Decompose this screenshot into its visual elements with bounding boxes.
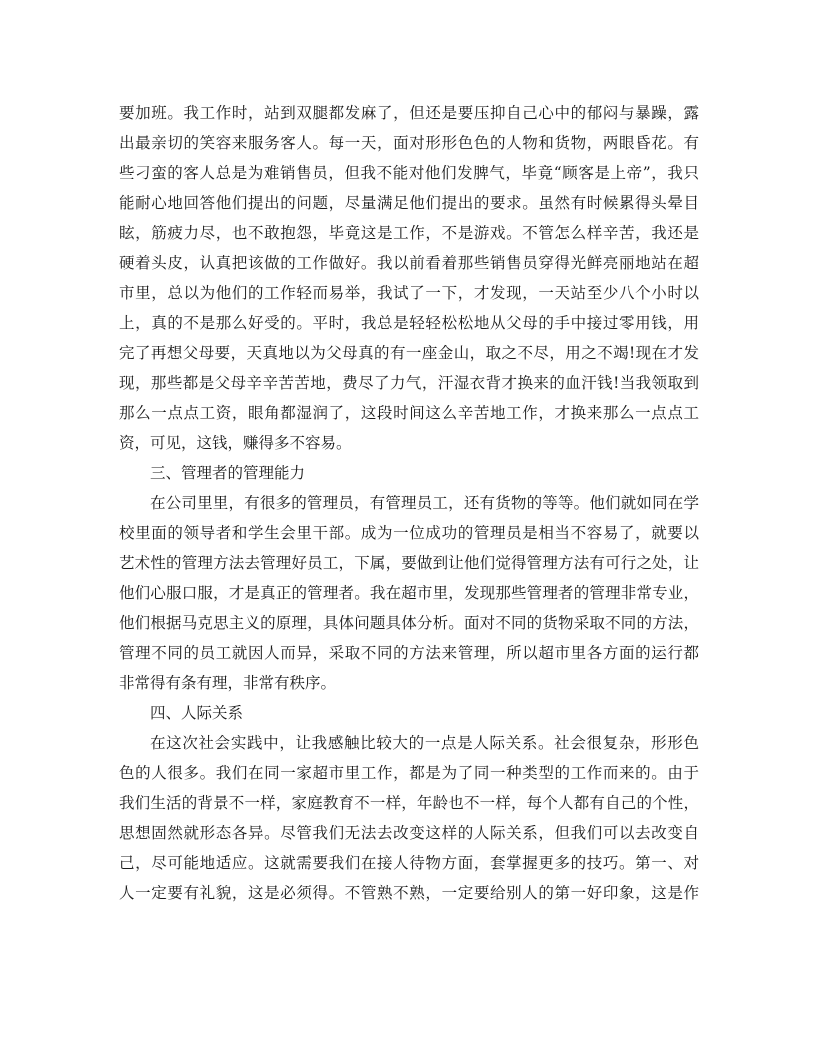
paragraph-management [119,488,699,698]
text-line: 色的人很多。我们在同一家超市里工作，都是为了同一种类型的工作而来的。由于 [119,764,699,782]
text-line: 出最亲切的笑容来服务客人。每一天，面对形形色色的人物和货物，两眼昏花。有 [119,134,699,152]
text-line: 思想固然就形态各异。尽管我们无法去改变这样的人际关系，但我们可以去改变自 [119,824,699,842]
text-line: 要加班。我工作时，站到双腿都发麻了，但还是要压抑自己心中的郁闷与暴躁，露 [119,104,699,122]
text-line: 完了再想父母要，天真地以为父母真的有一座金山，取之不尽，用之不竭!现在才发 [119,344,699,362]
text-line: 现，那些都是父母辛辛苦苦地，费尽了力气，汗湿衣背才换来的血汗钱!当我领取到 [119,374,699,392]
section-heading-relationships: 四、人际关系 [150,704,244,722]
text-line: 硬着头皮，认真把该做的工作做好。我以前看着那些销售员穿得光鲜亮丽地站在超 [119,254,699,272]
text-line: 非常得有条有理，非常有秩序。 [119,674,337,692]
text-line: 管理不同的员工就因人而异，采取不同的方法来管理，所以超市里各方面的运行都 [119,644,699,662]
text-line: 己，尽可能地适应。这就需要我们在接人待物方面，套掌握更多的技巧。第一、对 [119,854,699,872]
text-line: 市里，总以为他们的工作轻而易举，我试了一下，才发现，一天站至少八个小时以 [119,284,699,302]
text-line: 他们根据马克思主义的原理，具体问题具体分析。面对不同的货物采取不同的方法， [119,614,699,632]
text-line: 些刁蛮的客人总是为难销售员，但我不能对他们发脾气，毕竟“顾客是上帝”，我只 [119,164,699,182]
text-line: 校里面的领导者和学生会里干部。成为一位成功的管理员是相当不容易了，就要以 [119,524,699,542]
paragraph-relationships [119,728,699,908]
section-heading-management: 三、管理者的管理能力 [150,464,306,482]
text-line: 艺术性的管理方法去管理好员工，下属，要做到让他们觉得管理方法有可行之处，让 [119,554,699,572]
text-line: 那么一点点工资，眼角都湿润了，这段时间这么辛苦地工作，才换来那么一点点工 [119,404,699,422]
text-line: 人一定要有礼貌，这是必须得。不管熟不熟，一定要给别人的第一好印象，这是作 [119,884,699,902]
text-line: 我们生活的背景不一样，家庭教育不一样，年龄也不一样，每个人都有自己的个性， [119,794,699,812]
text-line: 在公司里里，有很多的管理员，有管理员工，还有货物的等等。他们就如同在学 [150,494,699,512]
text-line: 他们心服口服，才是真正的管理者。我在超市里，发现那些管理者的管理非常专业， [119,584,699,602]
document-page [119,98,699,908]
text-line: 眩，筋疲力尽，也不敢抱怨，毕竟这是工作，不是游戏。不管怎么样辛苦，我还是 [119,224,699,242]
text-line: 资，可见，这钱，赚得多不容易。 [119,434,352,452]
paragraph-work-experience [119,98,699,458]
text-line: 上，真的不是那么好受的。平时，我总是轻轻松松地从父母的手中接过零用钱，用 [119,314,699,332]
text-line: 能耐心地回答他们提出的问题，尽量满足他们提出的要求。虽然有时候累得头晕目 [119,194,699,212]
text-line: 在这次社会实践中，让我感触比较大的一点是人际关系。社会很复杂，形形色 [150,734,699,752]
